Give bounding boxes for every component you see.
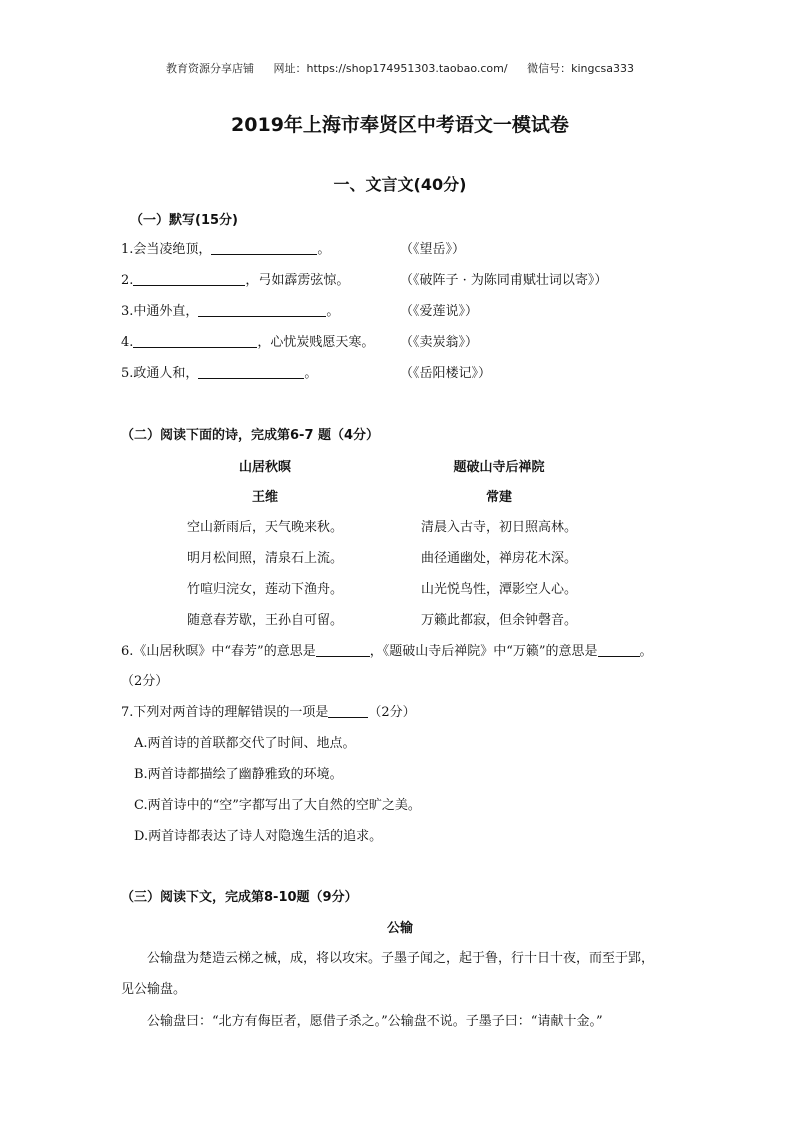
paragraph-line: 公输盘为楚造云梯之械，成，将以攻宋。子墨子闻之，起于鲁，行十日十夜，而至于郢，	[147, 951, 655, 966]
answer-blank[interactable]	[328, 703, 368, 718]
answer-blank[interactable]	[133, 271, 245, 286]
dictation-item: 2. ，弓如霹雳弦惊。	[121, 273, 350, 288]
part2-heading: （二）阅读下面的诗，完成第6-7 题（4分）	[121, 428, 380, 443]
option-c[interactable]: C.两首诗中的“空”字都写出了大自然的空旷之美。	[134, 798, 421, 813]
answer-blank[interactable]	[211, 240, 317, 255]
page-header	[0, 60, 800, 76]
wechat-id: 微信号：kingcsa333	[527, 62, 634, 75]
poem1-line: 空山新雨后，天气晚来秋。	[186, 520, 343, 535]
part3-heading: （三）阅读下文，完成第8-10题（9分）	[121, 890, 358, 905]
shop-name: 教育资源分享店铺	[166, 62, 254, 75]
dictation-source: （《爱莲说》）	[400, 304, 479, 319]
answer-blank[interactable]	[598, 642, 640, 657]
option-b[interactable]: B.两首诗都描绘了幽静雅致的环境。	[134, 767, 343, 782]
text-title: 公输	[386, 921, 413, 936]
poem1-author: 王维	[251, 490, 278, 505]
dictation-source: （《望岳》）	[400, 242, 466, 257]
option-a[interactable]: A.两首诗的首联都交代了时间、地点。	[134, 736, 356, 751]
poem2-line: 山光悦鸟性，潭影空人心。	[420, 582, 577, 597]
poem2-line: 曲径通幽处，禅房花木深。	[420, 551, 577, 566]
dictation-source: （《卖炭翁》）	[400, 335, 479, 350]
dictation-source: （《破阵子 · 为陈同甫赋壮词以寄》）	[400, 273, 608, 288]
answer-blank[interactable]	[198, 364, 304, 379]
section-heading: 一、文言文(40分)	[333, 175, 467, 194]
poem1-title: 山居秋暝	[238, 460, 291, 475]
paragraph-line: 见公输盘。	[121, 982, 187, 997]
question-7: 7.下列对两首诗的理解错误的一项是 （2分）	[121, 705, 416, 720]
shop-url: 网址：https://shop174951303.taobao.com/	[273, 62, 508, 75]
option-d[interactable]: D.两首诗都表达了诗人对隐逸生活的追求。	[134, 829, 383, 844]
dictation-item: 3.中通外直， 。	[121, 304, 340, 319]
dictation-item: 1.会当凌绝顶， 。	[121, 242, 331, 257]
part1-heading: （一）默写(15分)	[130, 213, 238, 228]
dictation-item: 5.政通人和， 。	[121, 366, 318, 381]
poem2-line: 清晨入古寺，初日照高林。	[420, 520, 577, 535]
page-title: 2019年上海市奉贤区中考语文一模试卷	[231, 114, 569, 136]
paragraph-line: 公输盘曰：“北方有侮臣者，愿借子杀之。”公输盘不说。子墨子曰：“请献十金。”	[147, 1014, 603, 1029]
dictation-source: （《岳阳楼记》）	[400, 366, 492, 381]
poem1-line: 随意春芳歇，王孙自可留。	[186, 613, 343, 628]
answer-blank[interactable]	[316, 642, 370, 657]
poem2-line: 万籁此都寂，但余钟磬音。	[420, 613, 577, 628]
poem2-title: 题破山寺后禅院	[453, 460, 545, 475]
poem2-author: 常建	[485, 490, 512, 505]
poem1-line: 竹喧归浣女，莲动下渔舟。	[186, 582, 343, 597]
question-6-score: （2分）	[121, 674, 169, 689]
question-6: 6.《山居秋暝》中“春芳”的意思是 ，《题破山寺后禅院》中“万籁”的意思是 。	[121, 644, 653, 659]
answer-blank[interactable]	[133, 333, 257, 348]
answer-blank[interactable]	[198, 302, 326, 317]
poem1-line: 明月松间照，清泉石上流。	[186, 551, 343, 566]
dictation-item: 4. ，心忧炭贱愿天寒。	[121, 335, 375, 350]
